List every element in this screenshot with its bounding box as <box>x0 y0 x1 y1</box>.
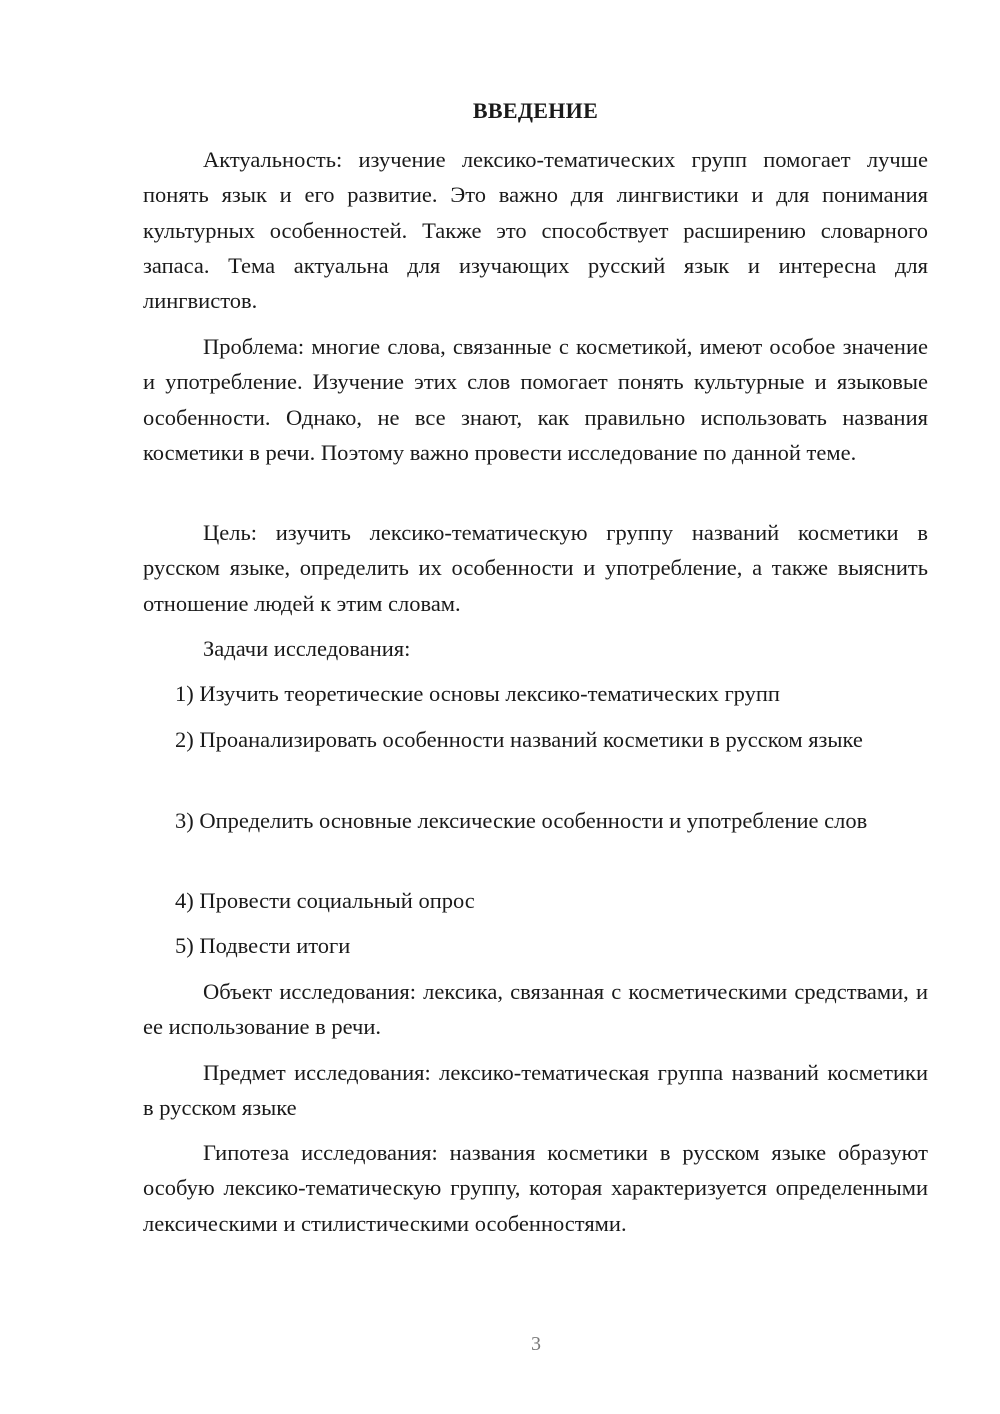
paragraph-relevance: Актуальность: изучение лексико-тематических групп помогает лучше понять язык и его развитие. Это важно для лингвистики и для понимания культурных особенностей. Также это способствует расширению словарного запаса. Тема актуальна для изучающих русский язык и интересна для лингвистов. <box>143 147 928 314</box>
task-item-4: 4) Провести социальный опрос <box>175 888 475 913</box>
paragraph-goal: Цель: изучить лексико-тематическую группу названий косметики в русском языке, определить их особенности и употребление, а также выяснить отношение людей к этим словам. <box>143 520 928 616</box>
task-item-2: 2) Проанализировать особенности названий косметики в русском языке <box>175 727 863 752</box>
paragraph-hypothesis: Гипотеза исследования: названия косметики в русском языке образуют особую лексико-тематическую группу, которая характеризуется определенными лексическими и стилистическими особенностями. <box>143 1140 928 1236</box>
paragraph-object: Объект исследования: лексика, связанная с косметическими средствами, и ее использование в речи. <box>143 979 928 1040</box>
tasks-heading: Задачи исследования: <box>203 636 411 661</box>
page-title: ВВЕДЕНИЕ <box>472 98 599 123</box>
page-number: 3 <box>531 1333 541 1355</box>
task-item-5: 5) Подвести итоги <box>175 933 351 958</box>
task-item-1: 1) Изучить теоретические основы лексико-тематических групп <box>175 681 780 706</box>
paragraph-subject: Предмет исследования: лексико-тематическая группа названий косметики в русском языке <box>143 1060 928 1121</box>
task-item-3: 3) Определить основные лексические особенности и употребление слов <box>175 808 868 833</box>
paragraph-problem: Проблема: многие слова, связанные с косметикой, имеют особое значение и употребление. Изучение этих слов помогает понять культурные и языковые особенности. Однако, не все знают, как правильно использовать названия косметики в речи. Поэтому важно провести исследование по данной теме. <box>143 334 928 465</box>
